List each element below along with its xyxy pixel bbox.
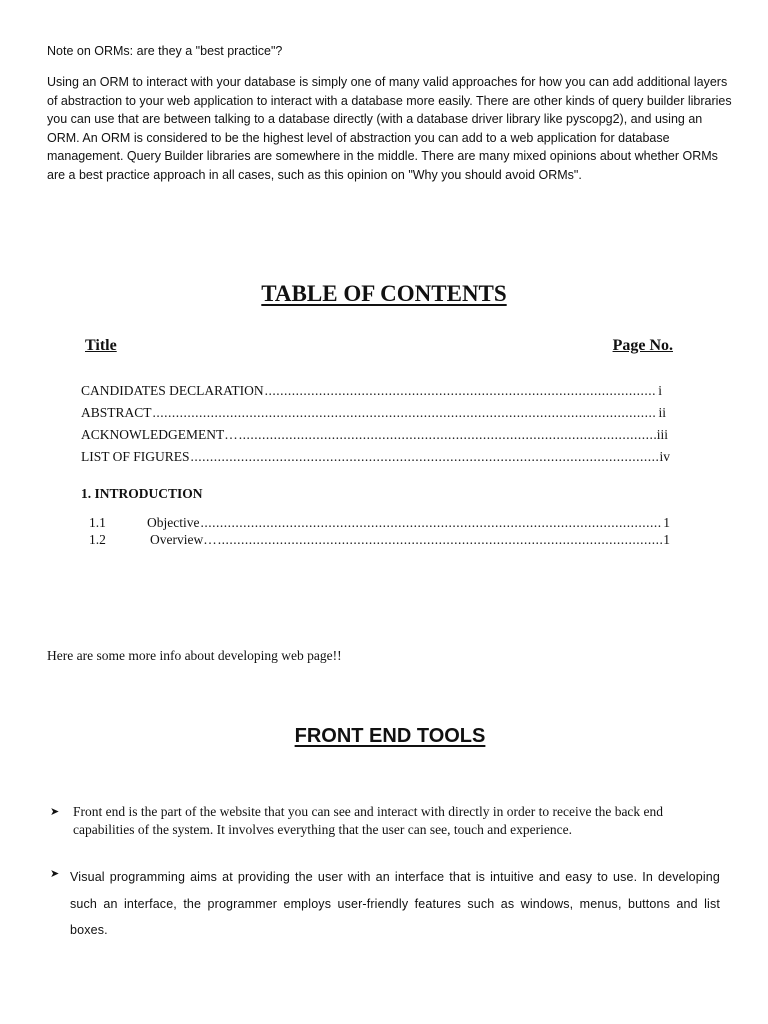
toc-entry-label: ABSTRACT: [81, 405, 152, 420]
toc-subentry-label: Overview…: [150, 532, 217, 547]
toc-entry-label: CANDIDATES DECLARATION: [81, 383, 264, 398]
toc-subentry-number: 1.1: [89, 515, 106, 530]
toc-column-title: Title: [85, 337, 117, 354]
arrow-bullet-icon: ➤: [50, 868, 60, 880]
toc-leader-dots: [239, 427, 656, 443]
bullet-text: Visual programming aims at providing the user with an interface that is intuitive and easy to use. In developing such an interface, the programmer employs user-friendly features such as windows, menus, buttons and list boxes.: [70, 870, 720, 937]
front-end-heading: FRONT END TOOLS: [294, 725, 486, 747]
toc-entry-page: iii: [656, 427, 668, 442]
toc-leader-dots: [191, 449, 659, 465]
toc-entry-page: iv: [659, 449, 670, 464]
toc-entry: [81, 405, 666, 421]
arrow-bullet-icon: ➤: [50, 806, 60, 818]
more-info-text: Here are some more info about developing web page!!: [47, 648, 342, 663]
toc-entry-label: ACKNOWLEDGEMENT…: [81, 427, 238, 442]
toc-entry: [81, 427, 668, 443]
note-title: Note on ORMs: are they a "best practice"?: [47, 44, 283, 58]
toc-leader-dots: [153, 405, 658, 421]
toc-entry: [81, 449, 670, 465]
toc-entry-page: i: [658, 383, 662, 398]
bullet-text: Front end is the part of the website that you can see and interact with directly in order to receive the back end capabilities of the system. It involves everything that the user can see, touch and experience.: [73, 804, 664, 837]
toc-leader-dots: [200, 515, 662, 531]
toc-entry-page: ii: [658, 405, 666, 420]
toc-subentry-page: 1: [663, 515, 670, 530]
toc-leader-dots: [218, 532, 663, 548]
toc-entry-label: LIST OF FIGURES: [81, 449, 190, 464]
toc-heading: TABLE OF CONTENTS: [261, 281, 507, 306]
toc-subentry: [89, 532, 670, 548]
toc-subentry-number: 1.2: [89, 532, 106, 547]
toc-entry: [81, 383, 662, 399]
toc-subentry-page: 1: [663, 532, 670, 547]
note-body: Using an ORM to interact with your database is simply one of many valid approaches for how you can add additional layers of abstraction to your web application to interact with a database more easily. There are other kinds of query builder libraries you can use that are between talking to a database directly (with a database driver library like pyscopg2), and using an ORM. An ORM is considered to be the highest level of abstraction you can add to a web application for database management. Query Builder libraries are somewhere in the middle. There are many mixed opinions about whether ORMs are a best practice approach in all cases, such as this opinion on "Why you should avoid ORMs".: [47, 75, 732, 182]
section-heading: 1. INTRODUCTION: [81, 486, 203, 501]
toc-subentry-label: Objective: [147, 515, 200, 530]
toc-leader-dots: [265, 383, 658, 399]
toc-column-page: Page No.: [612, 337, 673, 354]
toc-subentry: [89, 515, 670, 531]
